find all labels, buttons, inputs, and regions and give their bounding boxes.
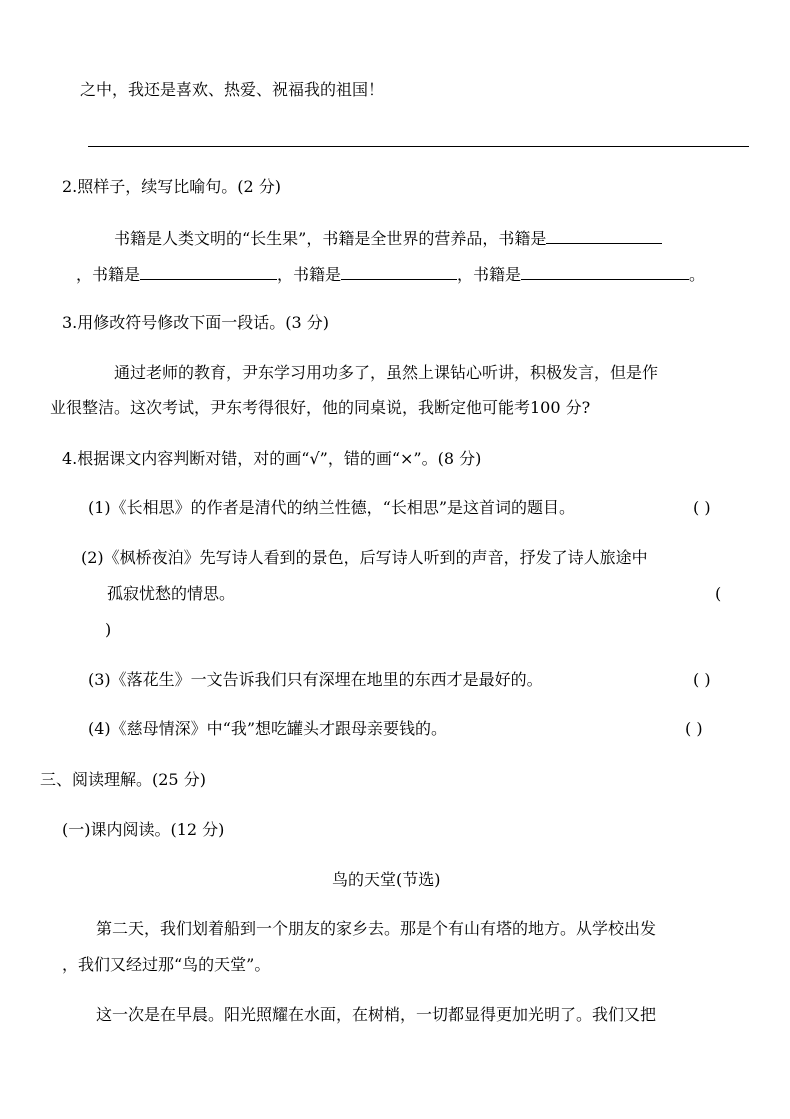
question-2-text-line2 — [76, 263, 705, 283]
q2-blank-2[interactable] — [140, 263, 277, 280]
q4-item-4-text: (4)《慈母情深》中“我”想吃罐头才跟母亲要钱的。 — [88, 719, 448, 738]
q4-item-2-paren-open[interactable]: ( — [715, 584, 722, 603]
q2-sep-2: ，书籍是 — [457, 265, 522, 284]
passage-p1-line1: 第二天，我们划着船到一个朋友的家乡去。那是个有山有塔的地方。从学校出发 — [96, 919, 657, 938]
q4-item-2-text-line2: 孤寂忧愁的情思。 — [107, 584, 236, 603]
question-2-title: 2.照样子，续写比喻句。(2 分) — [62, 177, 282, 196]
section-3-sub1-title: (一)课内阅读。(12 分) — [62, 820, 225, 839]
q2-blank-4[interactable] — [521, 263, 689, 280]
passage-p2-line1: 这一次是在早晨。阳光照耀在水面，在树梢，一切都显得更加光明了。我们又把 — [96, 1005, 657, 1024]
question-2-text-line1 — [114, 227, 662, 247]
passage-p1-line2: ，我们又经过那“鸟的天堂”。 — [62, 955, 271, 974]
section-3-title: 三、阅读理解。(25 分) — [40, 770, 206, 789]
q4-item-1-answer-paren[interactable]: ( ) — [693, 498, 711, 517]
question-3-paragraph-line2: 业很整洁。这次考试，尹东考得很好，他的同桌说，我断定他可能考100 分? — [50, 398, 591, 417]
passage-title: 鸟的天堂(节选) — [332, 870, 441, 889]
q2-blank-1[interactable] — [546, 227, 662, 244]
q4-item-3-answer-paren[interactable]: ( ) — [693, 670, 711, 689]
answer-underline — [88, 146, 749, 147]
q2-blank-3[interactable] — [341, 263, 457, 280]
question-3-paragraph-line1: 通过老师的教育，尹东学习用功多了，虽然上课钻心听讲，积极发言，但是作 — [114, 363, 659, 382]
q2-end: 。 — [689, 265, 706, 284]
q4-item-4-answer-paren[interactable]: ( ) — [685, 719, 703, 738]
q4-item-1-text: (1)《长相思》的作者是清代的纳兰性德，“长相思”是这首词的题目。 — [88, 498, 576, 517]
q2-prompt: 书籍是人类文明的“长生果”，书籍是全世界的营养品，书籍是 — [114, 229, 547, 248]
q4-item-2-text-line1: (2)《枫桥夜泊》先写诗人看到的景色，后写诗人听到的声音，抒发了诗人旅途中 — [81, 548, 648, 567]
q2-sep-1: ，书籍是 — [277, 265, 342, 284]
q2-lead: ，书籍是 — [76, 265, 141, 284]
question-3-title: 3.用修改符号修改下面一段话。(3 分) — [62, 313, 330, 332]
q4-item-2-paren-close[interactable]: ) — [105, 620, 112, 639]
q4-item-3-text: (3)《落花生》一文告诉我们只有深埋在地里的东西才是最好的。 — [88, 670, 543, 689]
previous-answer-line: 之中，我还是喜欢、热爱、祝福我的祖国！ — [80, 80, 385, 99]
question-4-title: 4.根据课文内容判断对错，对的画“√”，错的画“×”。(8 分) — [62, 449, 482, 468]
